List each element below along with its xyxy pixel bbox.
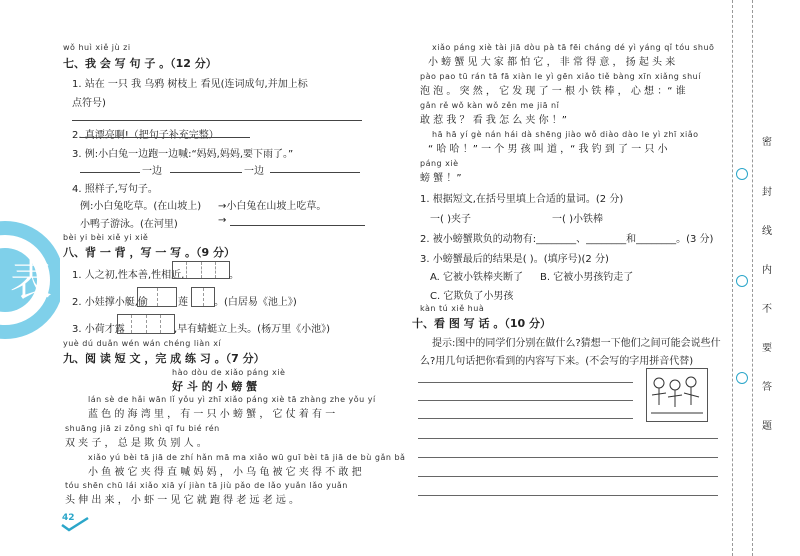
s9-option-c[interactable]: C. 它欺负了小男孩 xyxy=(430,291,514,302)
side-label-7: 答 xyxy=(762,382,772,393)
side-label-8: 题 xyxy=(762,421,772,432)
story-r5: 螃 蟹 ！” xyxy=(420,173,462,184)
story-p3: 小 鱼 被 它 夹 得 直 喊 妈 妈 ， 小 乌 龟 被 它 夹 得 不 敢 把 xyxy=(88,467,362,478)
s9-q2[interactable]: 2. 被小螃蟹欺负的动物有:________、________和________。(3 分) xyxy=(420,234,714,245)
story-p4: 头 伸 出 来 ， 小 虾 一 见 它 就 跑 得 老 远 老 远 。 xyxy=(65,495,300,506)
seal-line-left xyxy=(732,0,733,556)
s10-hint1: 提示:图中的同学们分别在做什么?猜想一下他们之间可能会说些什 xyxy=(432,338,721,349)
s8-q2c: 。(白居易《池上》) xyxy=(214,297,297,308)
writing-line-2[interactable] xyxy=(418,400,633,401)
story-r2-pinyin: pào pao tū rán tā fā xiàn le yì gēn xiǎo tiě bàng xīn xiǎng shuí xyxy=(420,72,701,81)
binding-hole-icon xyxy=(736,372,748,384)
s7-q3a: 一边 xyxy=(142,166,162,177)
s7-q4-example: 例:小白兔吃草。(在山坡上) xyxy=(80,201,202,212)
s8-q1-char-grid[interactable] xyxy=(172,261,230,279)
side-label-4: 内 xyxy=(762,265,772,276)
s7-pinyin: wǒ huì xiě jù zi xyxy=(63,43,131,52)
s7-title: 七、我 会 写 句 子 。（12 分） xyxy=(63,57,217,70)
s10-hint2: 么?用几句话把你看到的内容写下来。(不会写的字用拼音代替) xyxy=(420,356,694,367)
story-r4-pinyin: hā hā yí gè nán hái dà shēng jiào wǒ diào dào le yì zhī xiǎo xyxy=(432,130,699,139)
story-p2: 双 夹 子 ， 总 是 欺 负 别 人 。 xyxy=(65,438,207,449)
s10-pinyin: kàn tú xiě huà xyxy=(420,304,485,313)
side-label-6: 要 xyxy=(762,343,772,354)
writing-line-1[interactable] xyxy=(418,382,633,383)
story-p1: 蓝 色 的 海 湾 里 ， 有 一 只 小 螃 蟹 ， 它 仗 着 有 一 xyxy=(88,409,336,420)
story-title: 好 斗 的 小 螃 蟹 xyxy=(172,380,258,393)
s7-q4-answer-line[interactable] xyxy=(230,225,365,226)
story-p2-pinyin: shuāng jiā zi zǒng shì qī fu bié rén xyxy=(65,424,220,433)
s7-q2: 2. 真漂亮啊!（把句子补充完整） xyxy=(72,130,219,141)
s7-q3-blank3[interactable] xyxy=(270,172,360,173)
seal-line-right xyxy=(752,0,753,556)
s7-q4-example-result: →小白兔在山坡上吃草。 xyxy=(218,201,327,212)
s7-q1: 1. 站在 一只 我 乌鸦 树枝上 看见(连词成句,并加上标 xyxy=(72,79,308,90)
story-r1: 小 螃 蟹 见 大 家 都 怕 它 ， 非 常 得 意 ， 扬 起 头 来 xyxy=(428,57,676,68)
s7-q4-arrow: → xyxy=(218,215,227,226)
s8-q2a: 2. 小娃撑小艇,偷 xyxy=(72,297,148,308)
story-r3: 敢 惹 我 ？ 看 我 怎 么 夹 你 ！” xyxy=(420,115,567,126)
s7-q1b: 点符号) xyxy=(72,98,106,109)
classroom-picture xyxy=(646,368,708,422)
writing-line-7[interactable] xyxy=(418,495,718,496)
page-number: 42 xyxy=(62,513,75,523)
binding-hole-icon xyxy=(736,275,748,287)
s7-q3b: 一边 xyxy=(244,166,264,177)
s9-q1a[interactable]: 一( )夹子 xyxy=(430,214,471,225)
s10-title: 十、看 图 写 话 。（10 分） xyxy=(412,317,551,330)
s9-title: 九、阅 读 短 文 ，完 成 练 习 。（7 分） xyxy=(63,352,265,365)
story-p3-pinyin: xiǎo yú bèi tā jiā de zhí hǎn mā ma xiǎo wū guī bèi tā jiā de bù gǎn bǎ xyxy=(88,453,406,462)
s7-q4: 4. 照样子,写句子。 xyxy=(72,184,158,195)
s9-option-a[interactable]: A. 它被小铁棒夹断了 xyxy=(430,272,524,283)
s8-q3a: 3. 小荷才露 xyxy=(72,324,125,335)
s8-q2-grid1[interactable] xyxy=(137,287,177,307)
s9-option-b[interactable]: B. 它被小男孩钓走了 xyxy=(540,272,634,283)
s7-q3-blank2[interactable] xyxy=(170,172,242,173)
binding-hole-icon xyxy=(736,168,748,180)
side-label-5: 不 xyxy=(762,304,772,315)
story-p1-pinyin: lán sè de hǎi wān lǐ yǒu yì zhī xiǎo páng xiè tā zhàng zhe yǒu yí xyxy=(88,395,376,404)
story-r4: “ 哈 哈 ！” 一 个 男 孩 叫 道 ，“ 我 钓 到 了 一 只 小 xyxy=(428,144,668,155)
story-r3-pinyin: gǎn rě wǒ kàn wǒ zěn me jiā nǐ xyxy=(420,101,560,110)
s7-q1-answer-line[interactable] xyxy=(72,120,362,121)
story-p4-pinyin: tóu shēn chū lái xiǎo xiā yí jiàn tā jiù pǎo de lǎo yuǎn lǎo yuǎn xyxy=(65,481,348,490)
s9-q3[interactable]: 3. 小螃蟹最后的结果是( )。(填序号)(2 分) xyxy=(420,254,609,265)
s8-q3-char-grid[interactable] xyxy=(117,314,175,334)
s8-q3b: ,早有蜻蜓立上头。(杨万里《小池》) xyxy=(174,324,330,335)
story-title-pinyin: hào dòu de xiǎo páng xiè xyxy=(172,368,286,377)
writing-line-5[interactable] xyxy=(418,457,718,458)
side-label-2: 封 xyxy=(762,187,772,198)
side-label-3: 线 xyxy=(762,226,772,237)
s7-q3-blank1[interactable] xyxy=(80,172,140,173)
s9-pinyin: yuè dú duǎn wén wán chéng liàn xí xyxy=(63,339,222,348)
s8-pinyin: bèi yi bèi xiě yi xiě xyxy=(63,233,149,242)
s8-q1: 1. 人之初,性本善,性相近, xyxy=(72,270,185,281)
s8-q2b: 莲 xyxy=(178,297,188,308)
seal-watermark xyxy=(0,205,60,355)
story-r5-pinyin: páng xiè xyxy=(420,159,459,168)
story-r2: 泡 泡 。 突 然 ， 它 发 现 了 一 根 小 铁 棒 ， 心 想 ：“ 谁 xyxy=(420,86,686,97)
s7-q3: 3. 例:小白兔一边跑一边喊:“妈妈,妈妈,要下雨了。” xyxy=(72,149,294,160)
s8-q1-end: 。 xyxy=(229,270,239,281)
writing-line-3[interactable] xyxy=(418,418,633,419)
side-label-1: 密 xyxy=(762,137,772,148)
seal-char: 表 xyxy=(10,256,53,305)
check-mark-icon xyxy=(60,516,90,536)
s7-q4-question: 小鸭子游泳。(在河里) xyxy=(80,219,178,230)
writing-line-4[interactable] xyxy=(418,438,718,439)
story-r1-pinyin: xiǎo páng xiè tài jiā dòu pà tā fēi cháng dé yì yáng qǐ tóu shuō xyxy=(432,43,715,52)
writing-line-6[interactable] xyxy=(418,476,718,477)
s9-q1: 1. 根据短文,在括号里填上合适的量词。(2 分) xyxy=(420,194,624,205)
s8-q2-grid2[interactable] xyxy=(191,287,215,307)
s7-q2-answer-line[interactable] xyxy=(80,137,250,138)
s8-title: 八、背 一 背 ，写 一 写 。（9 分） xyxy=(63,246,235,259)
s9-q1b[interactable]: 一( )小铁棒 xyxy=(552,214,603,225)
